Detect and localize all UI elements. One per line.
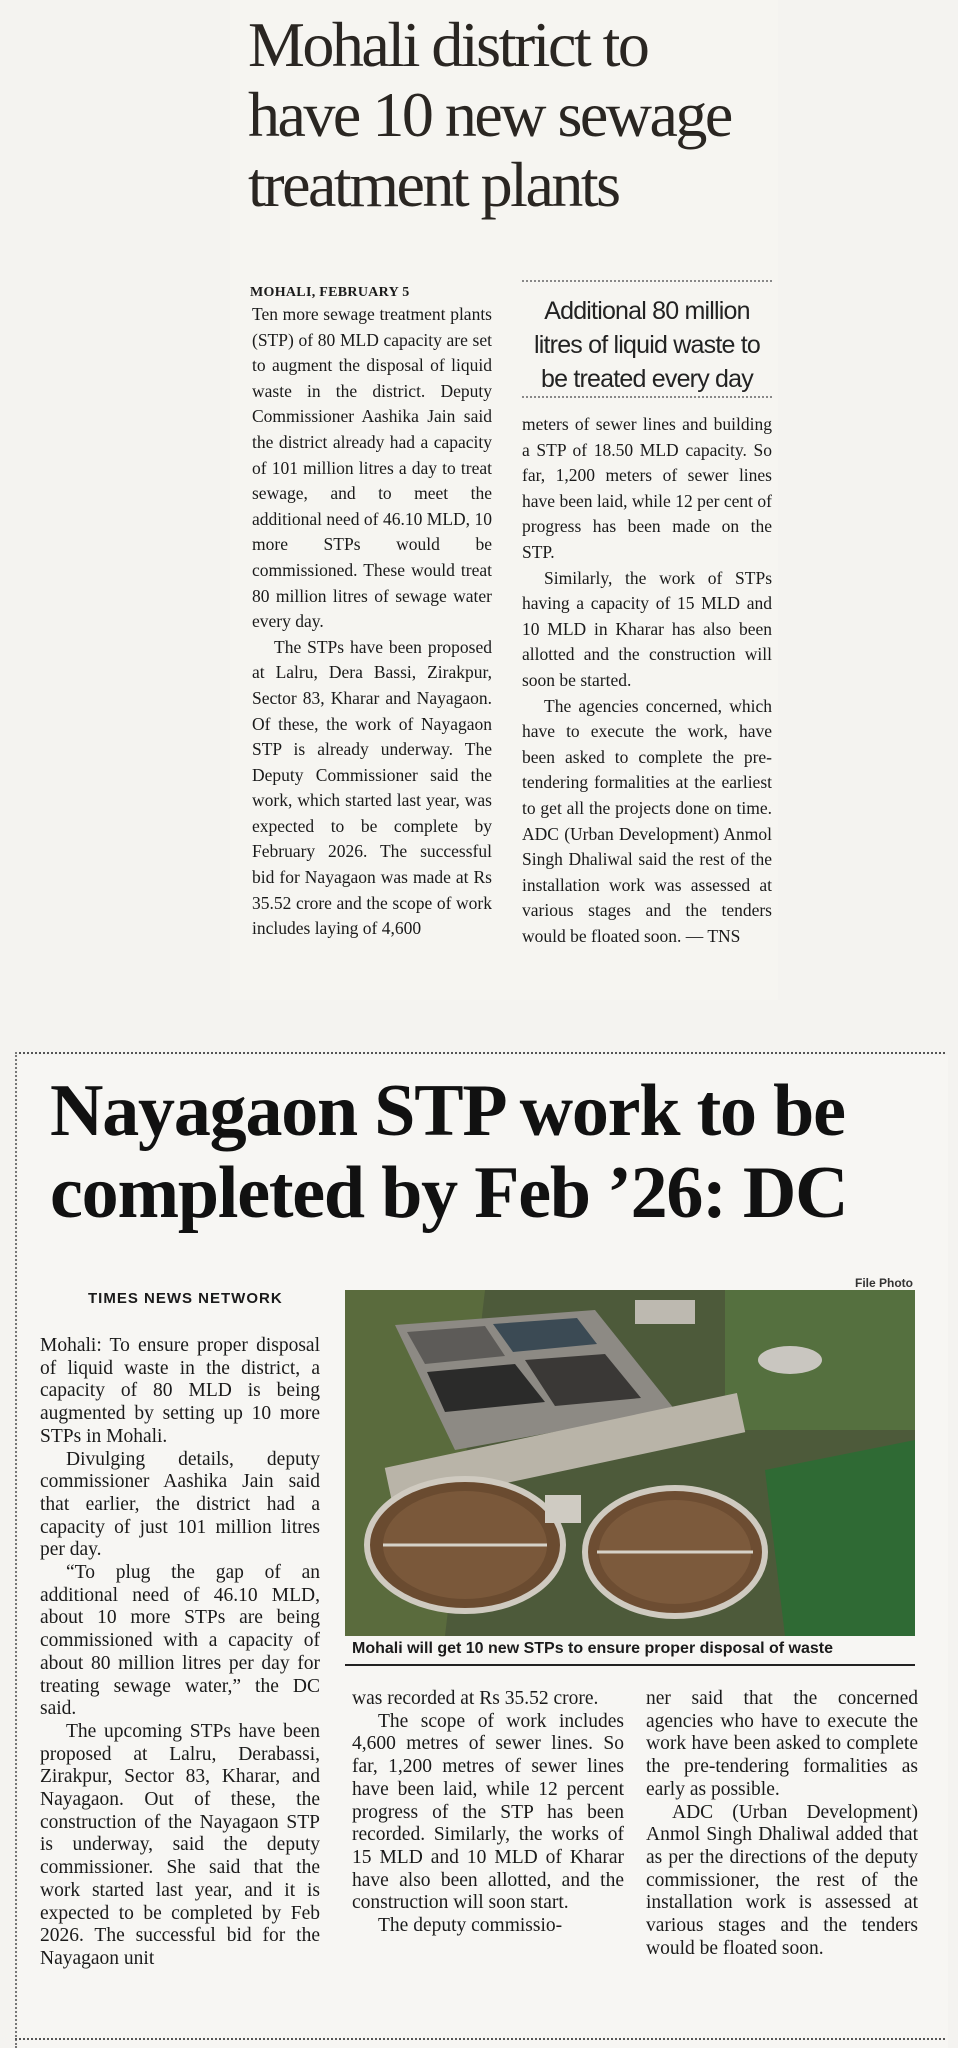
stp-aerial-illustration: [345, 1290, 915, 1636]
article2-column-1: [40, 1335, 320, 1971]
paragraph: ADC (Urban Development) Anmol Singh Dhaliwal added that as per the directions of the deputy commissioner, the rest of the installation work is assessed at various stages and the tenders would be floated soon.: [646, 1801, 918, 1959]
paragraph: ner said that the concerned agencies who have to execute the work have been asked to complete the pre-tendering formalities as early as possible.: [646, 1688, 918, 1800]
dotted-divider: [15, 1052, 945, 1054]
paragraph: Ten more sewage treatment plants (STP) of 80 MLD capacity are set to augment the disposal of liquid waste in the district. Deputy Commissioner Aashika Jain said the district already had a capacity of 101 million litres a day to treat sewage, and to meet the additional need of 46.10 MLD, 10 more STPs would be commissioned. These would treat 80 million litres of sewage water every day.: [252, 304, 492, 632]
paragraph: The agencies concerned, which have to execute the work, have been asked to complete the pre-tendering formalities at the earliest to get all the projects done on time. ADC (Urban Development) Anmol Singh Dhaliwal said the rest of the installation work was assessed at various stages and the tenders would be floated soon. — TNS: [522, 695, 772, 946]
paragraph: Similarly, the work of STPs having a capacity of 15 MLD and 10 MLD in Kharar has also been allotted and the construction will soon be started.: [522, 567, 772, 690]
headline-1: Mohali district to have 10 new sewage treatment plants: [248, 9, 731, 220]
article1-column-2: [522, 412, 772, 949]
photo-caption: Mohali will get 10 new STPs to ensure proper disposal of waste: [352, 1640, 833, 1657]
paragraph: meters of sewer lines and building a STP of 18.50 MLD capacity. So far, 1,200 meters of sewer lines have been laid, while 12 per cent of progress has been made on the STP.: [522, 414, 772, 562]
paragraph: Mohali: To ensure proper disposal of liquid waste in the district, a capacity of 80 MLD is being augmented by setting up 10 more STPs in Mohali.: [40, 1335, 320, 1447]
paragraph: The STPs have been proposed at Lalru, Dera Bassi, Zirakpur, Sector 83, Kharar and Nayagaon. Of these, the work of Nayagaon STP is already underway. The Deputy Commissioner said the work, which started last year, was expected to be complete by February 2026. The successful bid for Nayagaon was made at Rs 35.52 crore and the scope of work includes laying of 4,600: [252, 636, 492, 939]
stp-aerial-photo: [345, 1290, 915, 1636]
dateline-1: MOHALI, FEBRUARY 5: [250, 285, 410, 300]
paragraph: The upcoming STPs have been proposed at Lalru, Derabassi, Zirakpur, Sector 83, Kharar, and Nayagaon. Out of these, the construction of the Nayagaon STP is underway, said the deputy commissioner. She said that the work started last year, and it is expected to be completed by Feb 2026. The successful bid for the Nayagaon unit: [40, 1720, 320, 1969]
paragraph: Divulging details, deputy commissioner Aashika Jain said that earlier, the district had a capacity of just 101 million litres per day.: [40, 1448, 320, 1561]
headline-2: Nayagaon STP work to be completed by Feb ’26: DC: [50, 1070, 848, 1234]
photo-credit: File Photo: [855, 1276, 913, 1290]
paragraph: The scope of work includes 4,600 metres of sewer lines. So far, 1,200 metres of sewer lines have been laid, while 12 percent progress of the STP has been recorded. Similarly, the works of 15 MLD and 10 MLD of Kharar have also been allotted, and the construction will soon start.: [352, 1710, 624, 1914]
pull-quote: Additional 80 million litres of liquid waste to be treated every day: [522, 280, 772, 398]
paragraph: The deputy commissio-: [378, 1915, 563, 1937]
byline: TIMES NEWS NETWORK: [88, 1290, 283, 1307]
paragraph: “To plug the gap of an additional need of 46.10 MLD, about 10 more STPs are being commissioned with a capacity of about 80 million litres per day for treating sewage water,” the DC said.: [40, 1562, 320, 1720]
dotted-divider-vertical: [15, 1052, 17, 2048]
article2-column-3: [646, 1688, 918, 1960]
article2-column-2: [352, 1688, 624, 1938]
paragraph: was recorded at Rs 35.52 crore.: [352, 1688, 599, 1709]
dotted-divider-bottom: [15, 2038, 945, 2040]
article1-column-1: [252, 302, 492, 942]
caption-rule: [345, 1664, 915, 1666]
